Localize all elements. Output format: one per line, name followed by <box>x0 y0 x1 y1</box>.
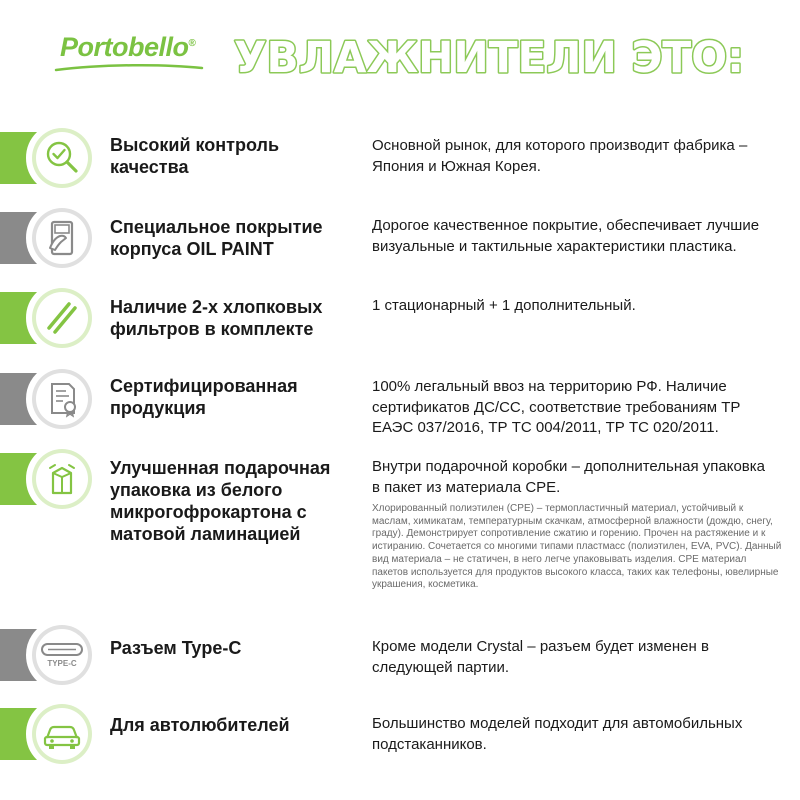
feature-description: 100% легальный ввоз на территорию РФ. Наличие сертификатов ДС/СС, соответствие требованиям ТР ЕАЭС 037/2016, ТР ТС 004/2011, ТР ТС 020/2011. <box>372 378 741 436</box>
feature-badge <box>26 619 98 691</box>
feature-badge <box>26 202 98 274</box>
feature-badge <box>26 698 98 770</box>
type-c-label: TYPE-C <box>47 659 77 668</box>
feature-description: Внутри подарочной коробки – дополнительная упаковка в пакет из материала CPE. <box>372 458 766 496</box>
cotton-filters-icon <box>42 298 82 338</box>
feature-title: Высокий контроль качества <box>110 135 280 177</box>
feature-description: 1 стационарный + 1 дополнительный. <box>372 297 636 314</box>
feature-title: Для автолюбителей <box>110 715 290 735</box>
certificate-icon <box>42 379 82 419</box>
type-c-port-icon <box>39 632 85 678</box>
feature-description: Кроме модели Crystal – разъем будет изменен в следующей партии. <box>372 638 709 676</box>
logo-swoosh-icon <box>54 62 204 74</box>
feature-title: Разъем Type-C <box>110 638 242 658</box>
feature-note: Хлорированный полиэтилен (CPE) – термопластичный материал, устойчивый к маслам, химикатам, температурным скачкам, атмосферной влажности (дождю, снегу, граду). Демонстрирует сопротивление сжатию и горению. Прочен на растяжение и к истиранию. Сочетается со многими типами пластмасс (полиэтилен, EVA, PVC). Данный вид материала – не статичен, в него легче упаковывать изделия. CPE материал пакетов используется для продуктов высокого класса, таких как телефоны, ювелирные украшения, косметика. <box>372 503 782 591</box>
feature-title: Наличие 2-х хлопковых фильтров в комплекте <box>110 297 323 339</box>
feature-description: Большинство моделей подходит для автомобильных подстаканников. <box>372 715 743 753</box>
gift-box-icon <box>42 459 82 499</box>
feature-title: Сертифицированная продукция <box>110 376 298 418</box>
feature-badge <box>26 443 98 515</box>
feature-description: Основной рынок, для которого производит фабрика – Япония и Южная Корея. <box>372 137 748 175</box>
paint-coating-icon <box>42 218 82 258</box>
quality-check-icon <box>42 138 82 178</box>
feature-badge <box>26 282 98 354</box>
feature-title: Улучшенная подарочная упаковка из белого микрогофрокартона с матовой ламинацией <box>110 458 331 544</box>
brand-logo <box>60 28 210 78</box>
feature-badge <box>26 122 98 194</box>
page-headline <box>232 22 752 86</box>
headline-text: УВЛАЖНИТЕЛИ ЭТО: <box>234 33 744 83</box>
brand-name: Portobello® <box>60 32 196 62</box>
feature-title: Специальное покрытие корпуса OIL PAINT <box>110 217 323 259</box>
feature-badge <box>26 363 98 435</box>
car-icon <box>41 714 83 754</box>
feature-description: Дорогое качественное покрытие, обеспечивает лучшие визуальные и тактильные характеристики пластика. <box>372 217 760 255</box>
